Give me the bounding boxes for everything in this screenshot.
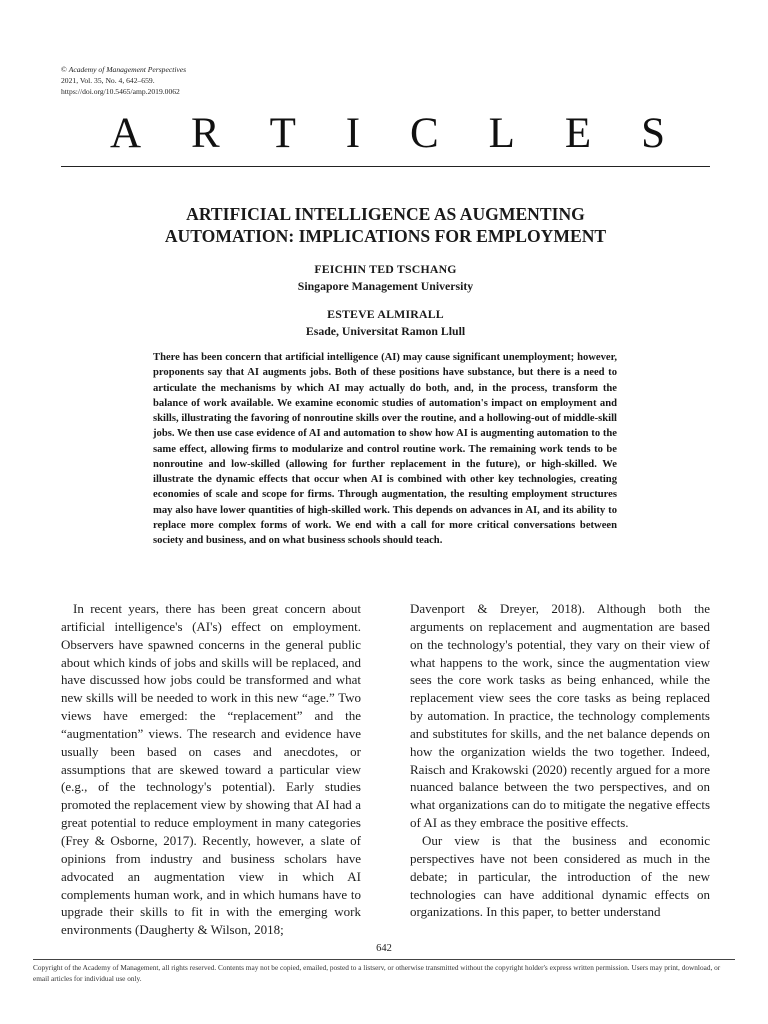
copyright-symbol: ©: [61, 65, 67, 74]
page-number: 642: [376, 943, 392, 954]
section-letter: E: [564, 109, 592, 157]
section-letter: T: [269, 109, 296, 157]
section-letter: A: [110, 109, 142, 157]
author-affiliation: Singapore Management University: [297, 279, 474, 293]
title-line-1: ARTIFICIAL INTELLIGENCE AS AUGMENTING: [186, 204, 585, 224]
copyright-notice: Copyright of the Academy of Management, all rights reserved. Contents may not be copied, emailed, posted to a listserv, or otherwise transmitted without the copyright holder's express written permission. Users may print, download, or email articles for individual use only.: [33, 963, 721, 983]
body-column-left: [61, 600, 361, 939]
body-paragraph: Davenport & Dreyer, 2018). Although both the arguments on replacement and augmentation are based on the technology's potential, they vary on their view of what happens to the work, since the augmentation view sees the core work tasks as being enhanced, while the replacement view sees the core tasks as being replaced by automation. In practice, the technology complements and substitutes for skills, and the net balance depends on how the organization wields the two together. Indeed, Raisch and Krakowski (2020) recently argued for a more nuanced balance between the two perspectives, and on what organizations can do to mitigate the negative effects of AI as they embrace the positive effects.: [410, 601, 710, 831]
title-line-2: AUTOMATION: IMPLICATIONS FOR EMPLOYMENT: [164, 226, 607, 246]
citation-block: [61, 64, 186, 98]
journal-line: [61, 64, 186, 75]
footer-divider: [33, 959, 735, 960]
author-name: ESTEVE ALMIRALL: [327, 307, 444, 321]
journal-name: Academy of Management Perspectives: [68, 65, 187, 74]
section-letter: L: [488, 109, 515, 157]
author-block-1: [61, 261, 710, 295]
author-name: FEICHIN TED TSCHANG: [314, 262, 457, 276]
body-paragraph: In recent years, there has been great concern about artificial intelligence's (AI's) effect on employment. Observers have spawned concerns in the general public about which kinds of jobs and skills will be replaced, and have discussed how jobs could be transformed and what new skills will be needed to work in this new “age.” Two views have emerged: the “replacement” and the “augmentation” views. The research and evidence have usually been based on cases and anecdotes, or assumptions that are skewed toward a particular view (e.g., of the technology's potential). Early studies promoted the replacement view by showing that AI had a great potential to reduce employment in many categories (Frey & Osborne, 2017). Recently, however, a slate of opinions from industry and business scholars have advocated an augmentation view in which AI complements human work, and in which humans have to upgrade their skills to fit in with the emerging work environments (Daugherty & Wilson, 2018;: [61, 601, 361, 938]
author-affiliation: Esade, Universitat Ramon Llull: [305, 324, 466, 338]
author-block-2: [61, 306, 710, 340]
volume-pages: 2021, Vol. 35, No. 4, 642–659.: [61, 76, 155, 86]
header-divider: [61, 166, 710, 167]
section-heading-articles: [110, 108, 665, 158]
section-letter: R: [190, 109, 220, 157]
body-paragraph: Our view is that the business and economic perspectives have not been considered as much in the debate; in particular, the introduction of the new technologies can have additional dynamic effects on organizations. In this paper, to better understand: [410, 832, 710, 920]
abstract: There has been concern that artificial intelligence (AI) may cause significant unemployment; however, proponents say that AI augments jobs. Both of these positions have substance, but there is a need to articulate the mechanisms by which AI may actually do both, and, in the process, transform the balance of work available. We examine economic studies of automation's impact on employment and skills, illustrating the favoring of nonroutine skills over the routine, and a hollowing-out of middle-skill jobs. We then use case evidence of AI and automation to show how AI is augmenting automation to the same effect, allowing firms to modularize and control routine work. The remaining work tends to be nonroutine and low-skilled (allowing for further replacement in the future), or high-skilled. We illustrate the dynamic effects that occur when AI is combined with other key technologies, creating economies of scale and scope for firms. Through augmentation, the resulting employment structures may also have lower quantities of high-skilled work. This depends on advances in AI, and its ability to replace more complex forms of work. We end with a call for more critical conversations between society and business, and on what business schools should teach.: [153, 352, 617, 546]
body-column-right: [410, 600, 710, 921]
section-letter: S: [641, 109, 665, 157]
section-letter: C: [410, 109, 439, 157]
article-title: [61, 203, 710, 247]
section-letter: I: [345, 109, 361, 157]
doi-link[interactable]: https://doi.org/10.5465/amp.2019.0062: [61, 87, 180, 97]
